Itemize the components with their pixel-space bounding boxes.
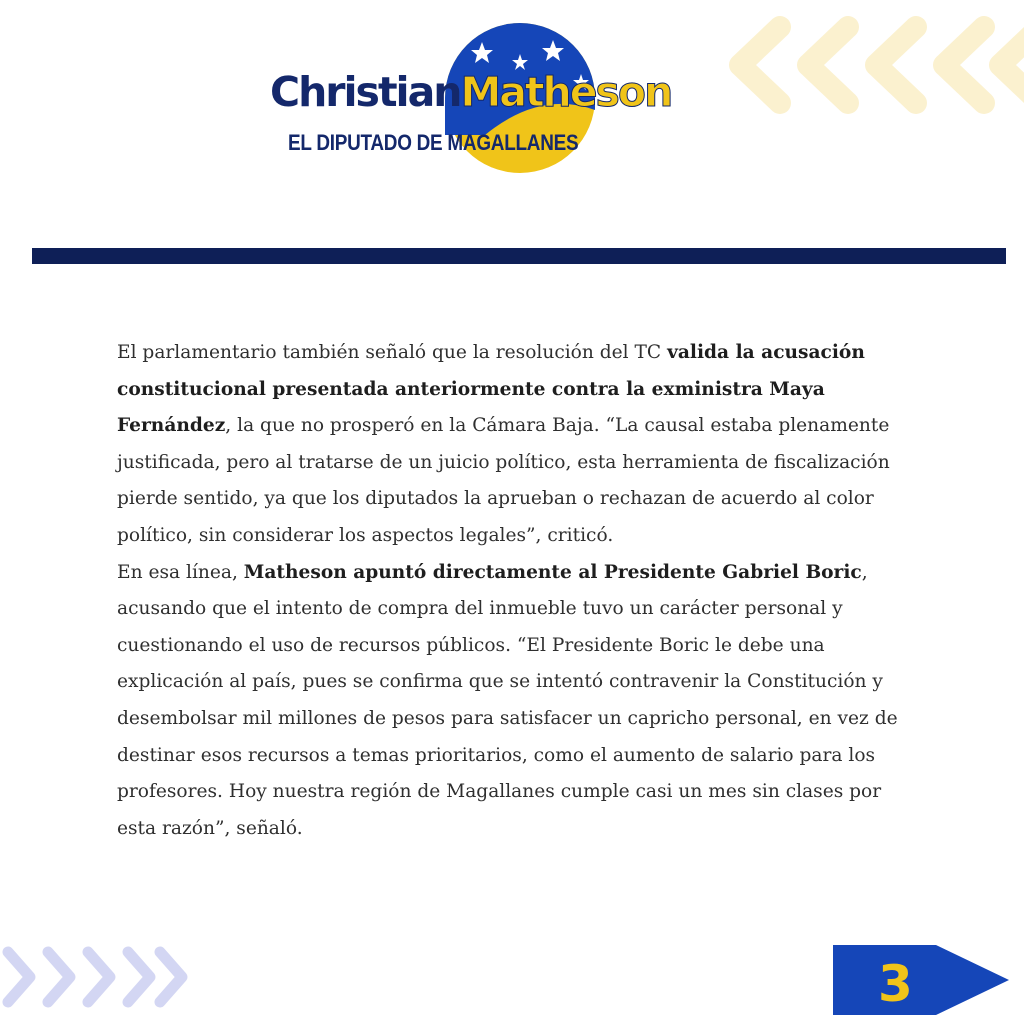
- logo: [270, 20, 672, 185]
- paragraph-text: , acusando que el intento de compra del inmueble tuvo un carácter personal y cuestionando el uso de recursos públicos. “El Presidente Boric le debe una explicación al país, pues se confirma que se intentó contravenir la Constitución y desembolsar mil millones de pesos para satisfacer un capricho personal, en vez de destinar esos recursos a temas prioritarios, como el aumento de salario para los profesores. Hoy nuestra región de Magallanes cumple casi un mes sin clases por esta razón”, señaló.: [117, 561, 898, 839]
- paragraph-text: , la que no prosperó en la Cámara Baja. “La causal estaba plenamente justificada, pero al tratarse de un juicio político, esta herramienta de fiscalización pierde sentido, ya que los diputados la aprueban o rechazan de acuerdo al color político, sin considerar los aspectos legales”, criticó.: [117, 415, 890, 546]
- paragraph-1: [117, 335, 912, 555]
- paragraph-text: En esa línea,: [117, 561, 244, 583]
- logo-last-name: Matheson: [460, 68, 672, 116]
- logo-name: [270, 68, 672, 116]
- logo-first-name: Christian: [270, 68, 461, 116]
- paragraph-bold-text: Matheson apuntó directamente al Presidente Gabriel Boric: [243, 561, 862, 583]
- chevron-right-icon: [0, 942, 190, 1012]
- chevron-left-icon: [720, 15, 1024, 115]
- paragraph-bold-text: valida la acusación constitucional presentada anteriormente contra la exministra Maya Fernández: [117, 342, 865, 437]
- article-body: [117, 335, 912, 847]
- paragraph-2: [117, 555, 912, 848]
- logo-subtitle: EL DIPUTADO DE MAGALLANES: [288, 130, 579, 155]
- header-divider: [32, 248, 1006, 264]
- page-number: 3: [878, 955, 913, 1013]
- page-badge-arrow-icon: [833, 945, 1013, 1015]
- paragraph-text: El parlamentario también señaló que la resolución del TC: [117, 342, 668, 363]
